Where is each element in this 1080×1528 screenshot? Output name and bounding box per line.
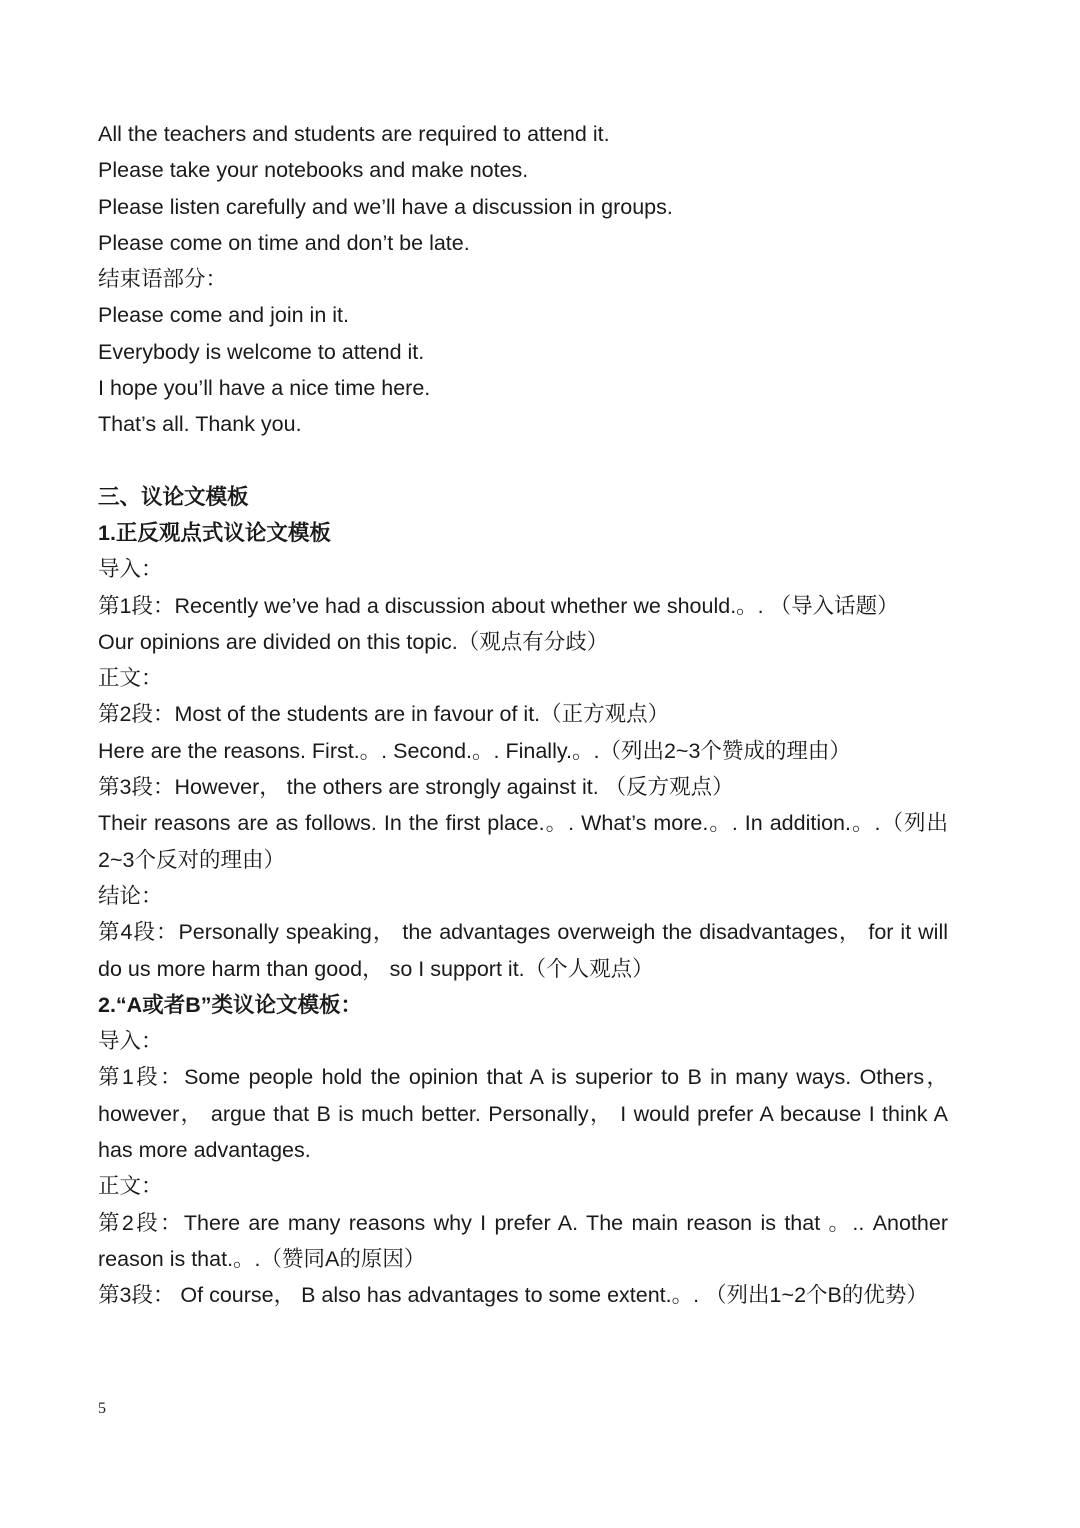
part-1-title: 1.正反观点式议论文模板 <box>98 520 331 545</box>
part-1-paragraph-2: 第2段：Most of the students are in favour of it.（正方观点） <box>98 702 670 727</box>
part-2-paragraph-1: 第1段：Some people hold the opinion that A is superior to B in many ways. Others， however， argue that B is much better. Personally， I would prefer A because I think A has more advantages. <box>98 1065 948 1163</box>
notice-line: Please come on time and don’t be late. <box>98 230 470 255</box>
part-1-paragraph-4: 第4段：Personally speaking， the advantages overweigh the disadvantages， for it will do us more harm than good， so I support it.（个人观点） <box>98 920 948 981</box>
notice-line: Please listen carefully and we’ll have a discussion in groups. <box>98 194 673 219</box>
part-2-paragraph-3: 第3段： Of course， B also has advantages to some extent.。. （列出1~2个B的优势） <box>98 1283 928 1308</box>
part-2-title: 2.“A或者B”类议论文模板： <box>98 992 362 1017</box>
closing-line: Everybody is welcome to attend it. <box>98 339 425 364</box>
notice-line: All the teachers and students are required to attend it. <box>98 122 610 146</box>
conclusion-label: 结论： <box>98 883 163 908</box>
page-number: 5 <box>98 1400 106 1417</box>
closing-line: Please come and join in it. <box>98 303 349 328</box>
document-page <box>98 116 948 1314</box>
opinion-line: Our opinions are divided on this topic.（观点有分歧） <box>98 629 609 654</box>
part-2-paragraph-2: 第2段：There are many reasons why I prefer A. The main reason is that 。.. Another reason is that.。.（赞同A的原因） <box>98 1210 948 1271</box>
part-1-paragraph-3: 第3段：However， the others are strongly against it. （反方观点） <box>98 775 734 800</box>
part-1-paragraph-1: 第1段：Recently we’ve had a discussion about whether we should.。. （导入话题） <box>98 593 899 618</box>
notice-line: Please take your notebooks and make notes. <box>98 158 529 183</box>
intro-label: 导入： <box>98 557 163 582</box>
body-label: 正文： <box>98 666 163 691</box>
section-3-title: 三、议论文模板 <box>98 484 249 509</box>
section-spacer <box>98 443 948 479</box>
against-reasons: Their reasons are as follows. In the first place.。. What’s more.。. In addition.。.（列出2~3个反对的理由） <box>98 811 948 872</box>
closing-line: That’s all. Thank you. <box>98 412 302 437</box>
reasons-line: Here are the reasons. First.。. Second.。. Finally.。.（列出2~3个赞成的理由） <box>98 738 851 763</box>
intro-label: 导入： <box>98 1029 163 1054</box>
body-label: 正文： <box>98 1174 163 1199</box>
closing-line: I hope you’ll have a nice time here. <box>98 376 431 401</box>
closing-heading: 结束语部分： <box>98 267 228 292</box>
